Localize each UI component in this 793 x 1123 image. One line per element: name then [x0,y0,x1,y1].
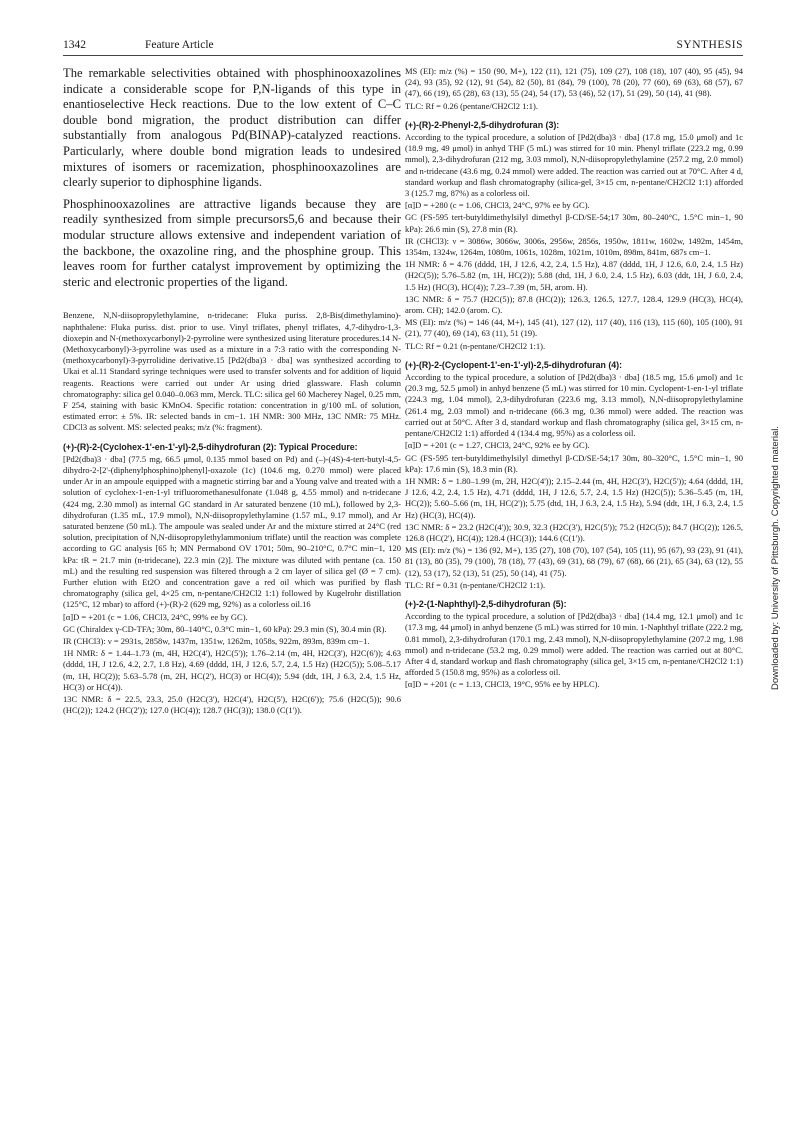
compound-4-rotation: [α]D = +201 (c = 1.27, CHCl3, 24°C, 92% ee by GC). [405,440,590,451]
intro-paragraph-2: Phosphinooxazolines are attractive ligands because they are readily synthesized from simple precursors5,6 and because their modular structure allows extensive and independent variation of the backbone, the oxazoline ring, and the phosphine group. This leaves room for further catalyst improvement by optimizing the steric and electronic properties of the ligand. [63,196,401,289]
spacer-4 [405,353,743,360]
compound-4-title: (+)-(R)-2-(Cyclopent-1'-en-1'-yl)-2,5-dihydrofuran (4): [405,359,623,370]
journal-name: SYNTHESIS [676,39,743,51]
compound-3-title: (+)-(R)-2-Phenyl-2,5-dihydrofuran (3): [405,119,560,130]
page-number: 1342 [63,39,86,51]
download-notice-text: Downloaded by: University of Pittsburgh. Copyrighted material. [770,425,781,690]
compound-2-cnmr: 13C NMR: δ = 22.5, 23.3, 25.0 (H2C(3'), H2C(4'), H2C(5'), H2C(6')); 75.6 (H2C(5)); 90.6 (HC(2)); 124.2 (HC(2')); 127.0 (HC(4)); 128.7 (HC(3)); 138.0 (C(1')). [63,694,401,716]
compound-4-gc: GC (FS-595 tert-butyldimethylsilyl dimethyl β-CD/SE-54;17 30m, 80–320°C, 1.5°C min−1, 90 kPa): 17.6 min (S), 18.3 min (R). [405,452,743,474]
compound-3-ir: IR (CHCl3): ν = 3086w, 3066w, 3006s, 2956w, 2856s, 1950w, 1811w, 1602w, 1492m, 1454m, 1354m, 1324w, 1264m, 1080m, 1061s, 1028m, 1021m, 1010m, 898m, 841m, 687s cm−1. [405,235,743,258]
experimental-general: Benzene, N,N-diisopropylethylamine, n-tridecane: Fluka puriss. 2,8-Bis(dimethylamino)-naphthalene: Fluka puriss. dist. prior to use. Vinyl triflates, phenyl triflates, 4,7-dihydro-1,3-dioxepin and N-(methoxycarbonyl)-2-pyrroline were synthesized using literature procedures.14 N-(Methoxycarbonyl)-3-pyrroline was used as a mixture in a 7:3 ratio with the corresponding N-(methoxycarbonyl)-3-pyrrolidine derivative.15 [Pd2(dba)3 · dba] was synthesized according to Ukai et al.11 Standard syringe techniques were used to transfer solvents and for addition of liquid reagents. Reactions were carried out under Ar using dried glassware. Flash column chromatography: silica gel 0.040–0.063 mm, Merck. TLC: silica gel 60 Macherey Nagel, 0.25 mm, F 254, staining with basic KMnO4. Specific rotation: concentration in g/100 mL of solution, estimated error: ± 5%. IR: selected bands in cm−1. 1H NMR: 300 MHz, 13C NMR: 75 MHz. CDCl3 as solvent. MS: selected peaks; m/z (%: fragment). [63,310,401,433]
compound-2-procedure: [Pd2(dba)3 · dba] (77.5 mg, 66.5 μmol, 0.135 mmol based on Pd) and (–)-(4S)-4-tert-butyl-4,5-dihydro-2-[2'-(diphenylphosphino)phenyl]-oxazole (1c) (104.6 mg, 0.270 mmol) were placed under Ar in an ampoule equipped with a magnetic stirring bar and a Young valve and treated with a solution of cyclohex-1-en-1-yl trifluoromethanesulfonate (1.048 g, 4.55 mmol) and n-tridecane (424 mg, 2.30 mmol) as internal GC standard in Ar saturated benzene (10 mL), followed by 2,3-dihydrofuran (1.35 mL, 17.9 mmol), N,N-diisopropylethylamine (1.57 mL, 9.17 mmol), and Ar saturated benzene (50 mL). The ampoule was sealed under Ar and the mixture stirred at 24°C (red solution, precipitation of N,N-diisopropylethylammonium triflate) until the reaction was complete according to GC analysis [65 h; MN Permabond OV 1701; 50m, 90–210°C, 0.7°C min−1, 120 kPa: tR = 21.7 min (n-tridecane), 22.3 min (2)]. The mixture was diluted with pentane (ca. 150 mL) and the resulting red suspension was filtered through a 2 cm layer of silica gel (Ø = 7 cm). Further elution with Et2O and concentration gave a red oil which was purified by flash chromatography (silica gel, 4×25 cm, n-pentane/CH2Cl2 1:1) followed by Kugelrohr distillation (125°C, 12 mbar) to afford (+)-(R)-2 (629 mg, 92%) as a colorless oil.16 [63,453,401,610]
intro-paragraph-1: The remarkable selectivities obtained with phosphinooxazolines indicate a considerable scope for P,N-ligands of this type in enantioselective Heck reactions. Due to the low extent of C–C double bond migration, the product distribution can differ substantially from analogous Pd(BINAP)-catalyzed reactions. Particularly, where double bond migration leads to undesired mixtures of isomers or racemization, phosphinooxazolines are clearly superior to diphosphine ligands. [63,66,401,190]
compound-3-gc: GC (FS-595 tert-butyldimethylsilyl dimethyl β-CD/SE-54;17 30m, 80–240°C, 1.5°C min−1, 90 kPa): 26.6 min (S), 27.8 min (R). [405,212,743,234]
compound-4-procedure: According to the typical procedure, a solution of [Pd2(dba)3 · dba] (18.5 mg, 15.6 μmol) and 1c (20.3 mg, 52.5 μmol) in anhyd benzene (5 mL) was stirred for 10 min. Cyclopent-1-en-1-yl triflate (224.3 mg, 1.04 mmol), 2,3-dihydrofuran (223.6 mg, 3.13 mmol), N,N-diisopropylethylamine (261.4 mg, 2.03 mmol) and n-tridecane (66.3 mg, 0.36 mmol) were added. The reaction was carried out at 50°C. After 3 d, standard workup and flash chromatography (silica gel, 3×15 cm, n-pentane/CH2Cl2 1:1) afforded 4 (134.4 mg, 95%) as a colorless oil. [405,372,743,439]
compound-2-title: (+)-(R)-2-(Cyclohex-1'-en-1'-yl)-2,5-dihydrofuran (2): Typical Procedure: [63,441,358,452]
compound-4-tlc: TLC: Rf = 0.31 (n-pentane/CH2Cl2 1:1). [405,579,546,590]
compound-5-rotation: [α]D = +201 (c = 1.13, CHCl3, 19°C, 95% ee by HPLC). [405,679,600,690]
compound-3-cnmr: 13C NMR: δ = 75.7 (H2C(5)); 87.8 (HC(2)); 126.3, 126.5, 127.7, 128.4, 129.9 (HC(3), HC(4), arom. CH); 142.0 (arom. C). [405,293,743,316]
compound-2-hnmr: 1H NMR: δ = 1.44–1.73 (m, 4H, H2C(4'), H2C(5')); 1.76–2.14 (m, 4H, H2C(3'), H2C(6')); 4.63 (dddd, 1H, J 12.6, 4.2, 2.7, 1.8 Hz), 4.69 (dddd, 1H, J 12.6, 5.7, 2.4, 1.5 Hz) (H2C(5)); 5.08–5.17 (m, 1H, HC(2)); 5.63–5.78 (m, 2H, HC(2'), HC(3) or HC(4)); 5.94 (ddt, 1H, J 6.3, 2.4, 1.5 Hz, HC(3) or HC(4)). [63,648,401,692]
page-header [63,39,743,53]
compound-4-ms: MS (EI): m/z (%) = 136 (92, M+), 135 (27), 108 (70), 107 (54), 105 (11), 95 (67), 93 (23), 91 (41), 81 (13), 80 (35), 79 (100), 78 (18), 77 (43), 69 (31), 68 (79), 67 (68), 66 (21), 65 (34), 63 (12), 55 (12), 53 (17), 52 (13), 51 (25), 50 (14), 41 (75). [405,545,743,578]
right-column [405,66,743,692]
compound-2-ms: MS (EI): m/z (%) = 150 (90, M+), 122 (11), 121 (75), 109 (27), 108 (18), 107 (40), 95 (45), 94 (24), 93 (35), 92 (12), 91 (54), 82 (50), 81 (84), 79 (100), 78 (20), 77 (60), 69 (63), 68 (57), 67 (47), 66 (19), 65 (28), 63 (13), 55 (24), 54 (17), 53 (46), 52 (17), 51 (29), 50 (14), 41 (98). [405,66,743,99]
compound-2-rotation: [α]D = +201 (c = 1.06, CHCl3, 24°C, 99% ee by GC). [63,611,248,622]
compound-2-ir: IR (CHCl3): ν = 2931s, 2858w, 1437m, 1351w, 1262m, 1058s, 922m, 893m, 839m cm−1. [63,636,370,646]
spacer-1 [63,296,401,310]
header-rule [63,55,743,56]
compound-3-hnmr: 1H NMR: δ = 4.76 (dddd, 1H, J 12.6, 4.2, 2.4, 1.5 Hz), 4.87 (dddd, 1H, J 12.6, 6.0, 2.4, 1.5 Hz) (H2C(5)); 5.76–5.82 (m, 1H, HC(2)); 5.88 (dtd, 1H, J 6.0, 2.4, 1.5 Hz), 6.03 (ddt, 1H, J 6.0, 2.4, 1.5 Hz) (HC(3), HC(4)); 7.23–7.39 (m, 5H, arom. H). [405,259,743,292]
compound-5-procedure: According to the typical procedure, a solution of [Pd2(dba)3 · dba] (14.4 mg, 12.1 μmol) and 1c (17.3 mg, 44 μmol) in anhyd benzene (5 mL) was stirred for 10 min. 1-Naphthyl triflate (222.2 mg, 0.81 mmol), 2,3-dihydrofuran (170.1 mg, 2.43 mmol), N,N-diisopropylethylamine (207.2 mg, 1.98 mmol) and n-tridecane (53.2 mg, 0.29 mmol) were added. The reaction was carried out at 80°C. After 4 d, standard workup and flash chromatography (silica gel, 3×15 cm, n-pentane/CH2Cl2 1:1) afforded 5 (150.8 mg, 95%) as a colorless oil. [405,611,743,678]
section-label: Feature Article [145,39,214,51]
compound-5-title: (+)-2-(1-Naphthyl)-2,5-dihydrofuran (5): [405,598,567,609]
compound-3-procedure: According to the typical procedure, a solution of [Pd2(dba)3 · dba] (17.8 mg, 15.0 μmol) and 1c (18.9 mg, 49 μmol) in anhyd THF (5 mL) was stirred for 10 min. Phenyl triflate (223.2 mg, 0.99 mmol), 2,3-dihydrofuran (212 mg, 3.03 mmol), N,N-diisopropylethylamine (257.2 mg, 2.0 mmol) and n-tridecane (43.6 mg, 0.24 mmol) were added. The reaction was carried out at 70°C. After 4 d, standard workup and flash chromatography (silica-gel, 3×15 cm, n-pentane/CH2Cl2 1:1) afforded 3 (125.7 mg, 87%) as a colorless oil. [405,132,743,199]
compound-4-hnmr: 1H NMR: δ = 1.80–1.99 (m, 2H, H2C(4')); 2.15–2.44 (m, 4H, H2C(3'), H2C(5')); 4.64 (dddd, 1H, J 12.6, 4.2, 2.4, 1.5 Hz), 4.71 (dddd, 1H, J 12.6, 5.7, 2.4, 1.5 Hz) (H2C(5)); 5.36–5.45 (m, 1H, HC(2)); 5.60–5.66 (m, 1H, HC(2')); 5.75 (dtd, 1H, J 6.3, 2.4, 1.5 Hz), 5.94 (ddt, 1H, J 6.3, 2.4, 1.5 Hz) (HC(3), HC(4)). [405,475,743,520]
compound-3-tlc: TLC: Rf = 0.21 (n-pentane/CH2Cl2 1:1). [405,340,546,351]
compound-3-ms: MS (EI): m/z (%) = 146 (44, M+), 145 (41), 127 (12), 117 (40), 116 (13), 115 (60), 105 (100), 91 (21), 77 (40), 69 (14), 63 (11), 51 (19). [405,317,743,339]
compound-3-rotation: [α]D = +280 (c = 1.06, CHCl3, 24°C, 97% ee by GC). [405,200,590,211]
compound-4-cnmr: 13C NMR: δ = 23.2 (H2C(4')); 30.9, 32.3 (H2C(3'), H2C(5')); 75.2 (H2C(5)); 84.7 (HC(2)); 126.5, 126.8 (HC(2'), HC(4)); 128.4 (HC(3)); 144.6 (C(1')). [405,521,743,543]
spacer-2 [63,435,401,442]
spacer-3 [405,113,743,120]
compound-2-gc: GC (Chiraldex γ-CD-TFA; 30m, 80–140°C, 0.3°C min−1, 60 kPa): 29.3 min (S), 30.4 min (R). [63,623,387,634]
left-column [63,66,401,717]
compound-2-tlc: TLC: Rf = 0.26 (pentane/CH2Cl2 1:1). [405,100,538,111]
spacer-5 [405,592,743,599]
